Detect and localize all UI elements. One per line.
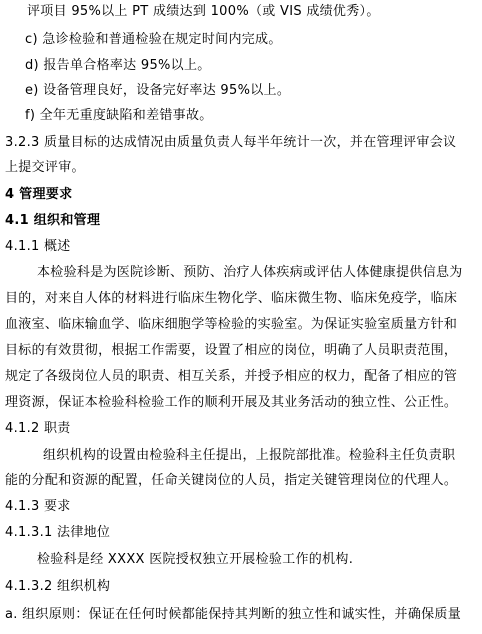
subsection-heading-4-1-3-1: 4.1.3.1 法律地位 (5, 525, 111, 540)
section-heading-4: 4 管理要求 (5, 187, 73, 202)
paragraph-overview-line-3: 血液室、临床输血学、临床细胞学等检验的实验室。为保证实验室质量方针和 (5, 317, 458, 332)
subsection-heading-4-1-3-2: 4.1.3.2 组织机构 (5, 579, 111, 594)
section-heading-4-1: 4.1 组织和管理 (5, 213, 101, 228)
subsection-heading-4-1-2: 4.1.2 职责 (5, 421, 71, 436)
paragraph-duty-line-1: 组织机构的设置由检验科主任提出，上报院部批准。检验科主任负责职 (43, 448, 456, 463)
text-line-item-f: f) 全年无重度缺陷和差错事故。 (25, 108, 213, 123)
text-line-3-2-3-cont: 上提交评审。 (5, 160, 85, 175)
paragraph-overview-line-6: 理资源，保证本检验科检验工作的顺利开展及其业务活动的独立性、公正性。 (5, 395, 458, 410)
text-line-item-c: c) 急诊检验和普通检验在规定时间内完成。 (25, 32, 282, 47)
paragraph-overview-line-1: 本检验科是为医院诊断、预防、治疗人体疾病或评估人体健康提供信息为 (37, 265, 463, 280)
subsection-heading-4-1-1: 4.1.1 概述 (5, 239, 71, 254)
text-line-item-d: d) 报告单合格率达 95%以上。 (25, 58, 211, 73)
text-line-goal-pt: 评项目 95%以上 PT 成绩达到 100%（或 VIS 成绩优秀）。 (27, 4, 380, 19)
subsection-heading-4-1-3: 4.1.3 要求 (5, 499, 71, 514)
paragraph-org-principle: a. 组织原则：保证在任何时候都能保持其判断的独立性和诚实性，并确保质量 (5, 607, 462, 622)
text-line-item-e: e) 设备管理良好，设备完好率达 95%以上。 (25, 83, 291, 98)
paragraph-overview-line-4: 目标的有效贯彻，根据工作需要，设置了相应的岗位，明确了人员职责范围， (5, 343, 458, 358)
paragraph-legal-status: 检验科是经 XXXX 医院授权独立开展检验工作的机构. (37, 552, 354, 567)
paragraph-overview-line-2: 目的，对来自人体的材料进行临床生物化学、临床微生物、临床免疫学，临床 (5, 291, 458, 306)
text-line-3-2-3: 3.2.3 质量目标的达成情况由质量负责人每半年统计一次，并在管理评审会议 (5, 135, 457, 150)
paragraph-overview-line-5: 规定了各级岗位人员的职责、相互关系，并授予相应的权力，配备了相应的管 (5, 369, 458, 384)
paragraph-duty-line-2: 能的分配和资源的配置，任命关键岗位的人员，指定关键管理岗位的代理人。 (5, 473, 458, 488)
